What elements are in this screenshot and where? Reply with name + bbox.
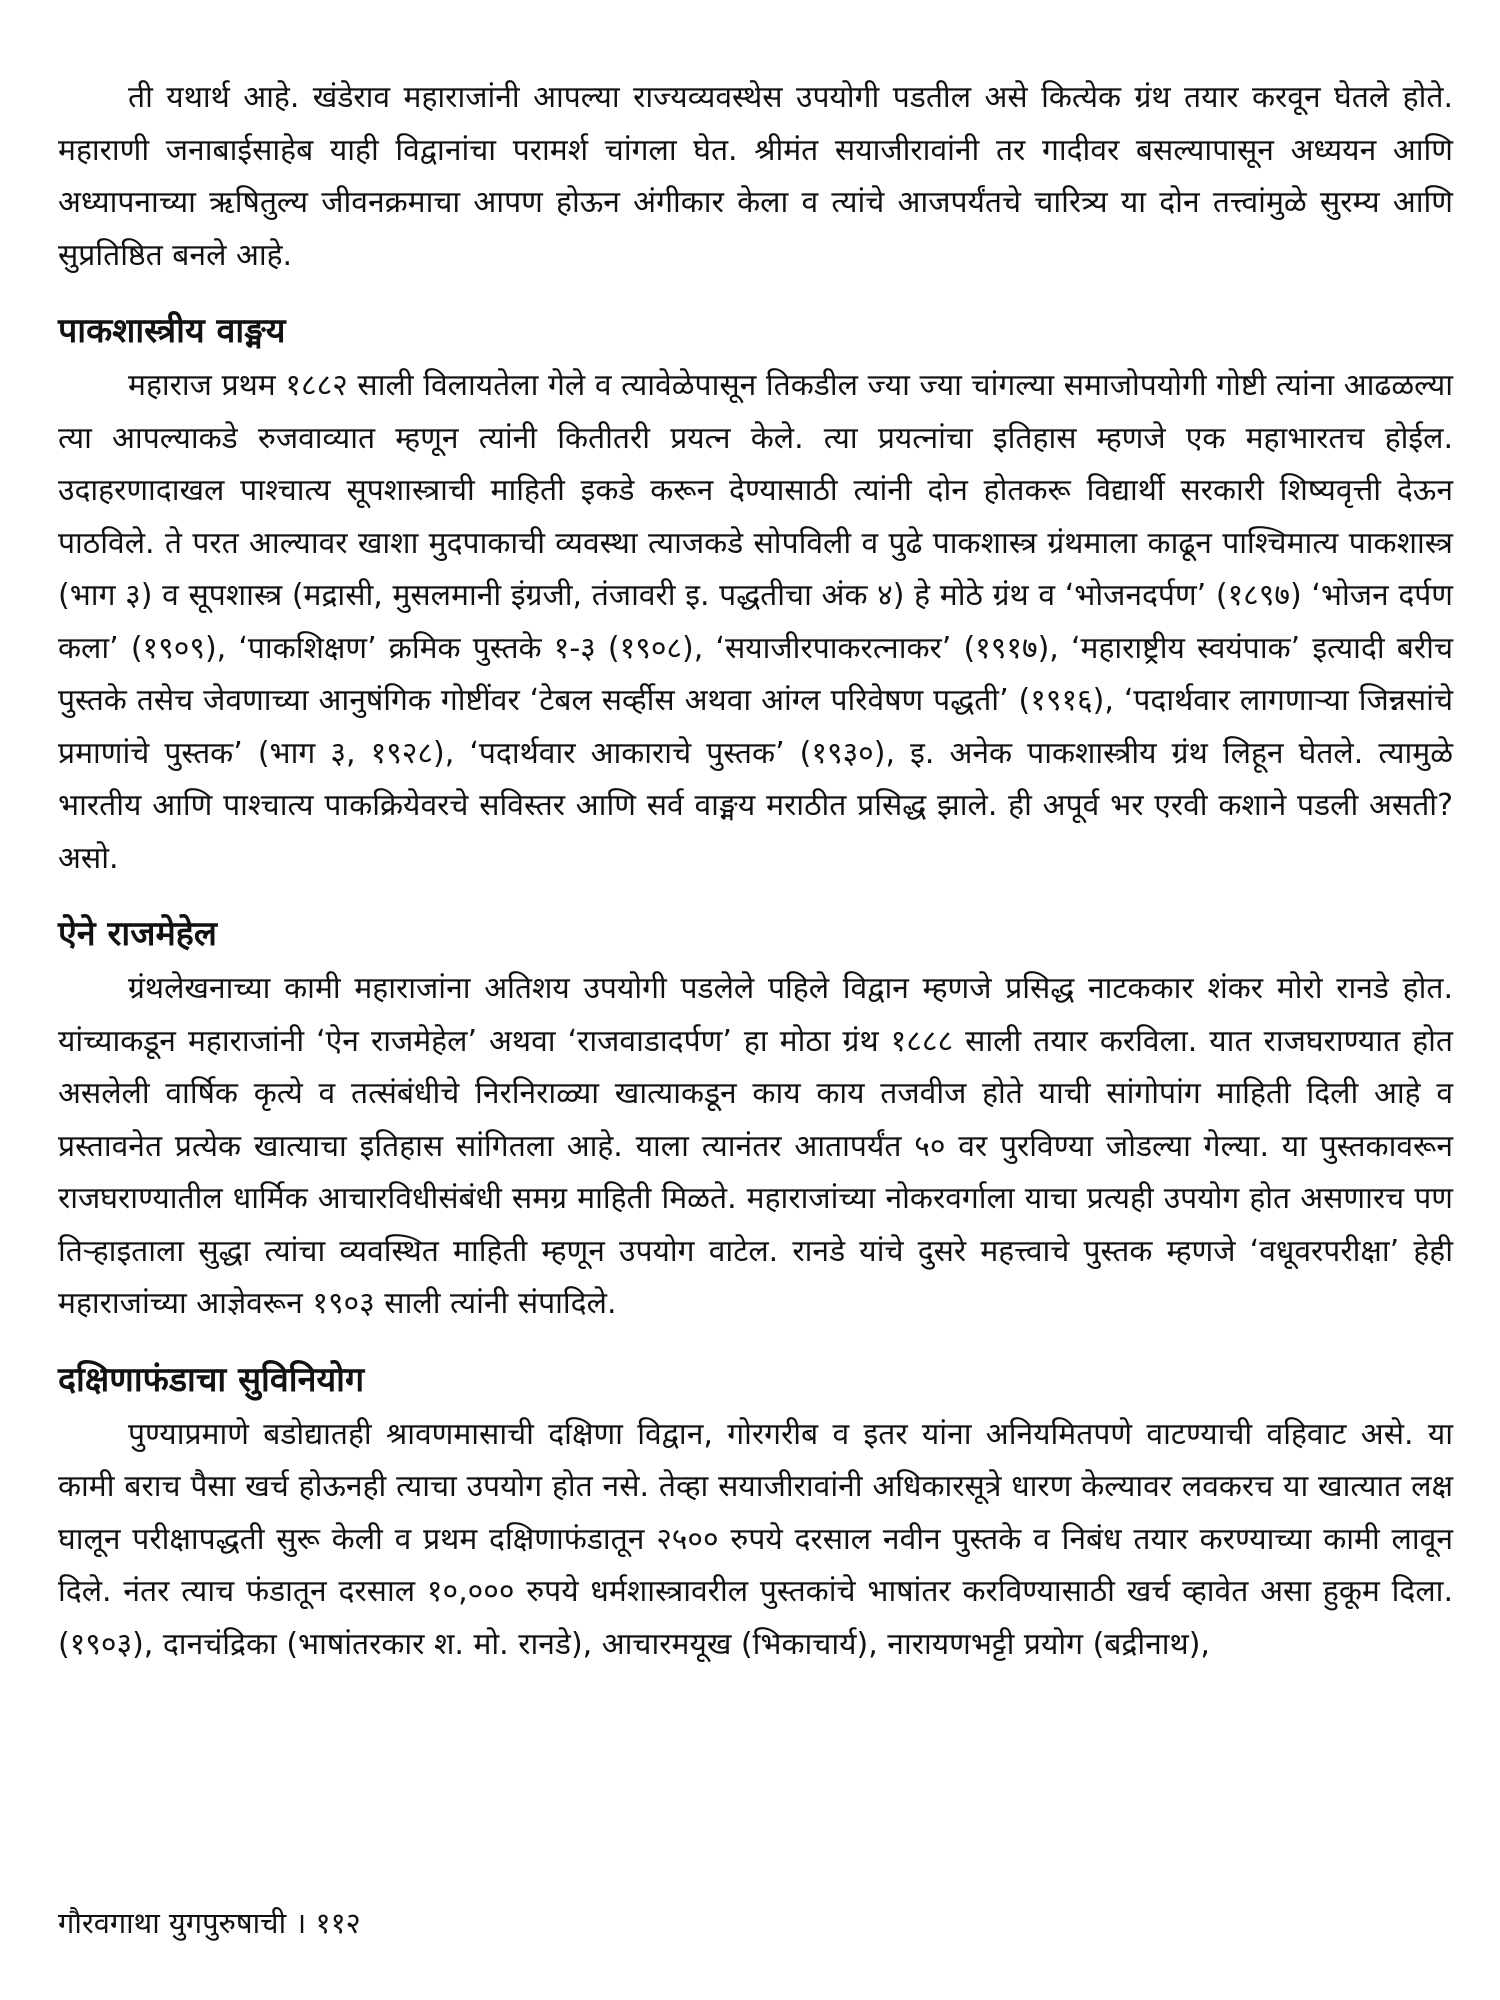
section-body-cookery-literature: महाराज प्रथम १८८२ साली विलायतेला गेले व त्यावेळेपासून तिकडील ज्या ज्या चांगल्या समाजोपयोगी गोष्टी त्यांना आढळल्या त्या आपल्याकडे रुजवाव्यात म्हणून त्यांनी कितीतरी प्रयत्न केले. त्या प्रयत्नांचा इतिहास म्हणजे एक महाभारतच होईल. उदाहरणादाखल पाश्चात्य सूपशास्त्राची माहिती इकडे करून देण्यासाठी त्यांनी दोन होतकरू विद्यार्थी सरकारी शिष्यवृत्ती देऊन पाठविले. ते परत आल्यावर खाशा मुदपाकाची व्यवस्था त्याजकडे सोपविली व पुढे पाकशास्त्र ग्रंथमाला काढून पाश्चिमात्य पाकशास्त्र (भाग ३) व सूपशास्त्र (मद्रासी, मुसलमानी इंग्रजी, तंजावरी इ. पद्धतीचा अंक ४) हे मोठे ग्रंथ व ‘भोजनदर्पण’ (१८९७) ‘भोजन दर्पण कला’ (१९०९), ‘पाकशिक्षण’ क्रमिक पुस्तके १-३ (१९०८), ‘सयाजीरपाकरत्नाकर’ (१९१७), ‘महाराष्ट्रीय स्वयंपाक’ इत्यादी बरीच पुस्तके तसेच जेवणाच्या आनुषंगिक गोष्टींवर ‘टेबल सर्व्हीस अथवा आंग्ल परिवेषण पद्धती’ (१९१६), ‘पदार्थवार लागणाऱ्या जिन्नसांचे प्रमाणांचे पुस्तक’ (भाग ३, १९२८), ‘पदार्थवार आकाराचे पुस्तक’ (१९३०), इ. अनेक पाकशास्त्रीय ग्रंथ लिहून घेतले. त्यामुळे भारतीय आणि पाश्चात्य पाकक्रियेवरचे सविस्तर आणि सर्व वाङ्मय मराठीत प्रसिद्ध झाले. ही अपूर्व भर एरवी कशाने पडली असती? असो. [58, 368, 1453, 876]
section-heading-aine-rajmehel: ऐने राजमेहेल [58, 914, 217, 954]
section-heading-dakshina-fund: दक्षिणाफंडाचा सुविनियोग [58, 1359, 365, 1400]
section-body-aine-rajmehel: ग्रंथलेखनाच्या कामी महाराजांना अतिशय उपयोगी पडलेले पहिले विद्वान म्हणजे प्रसिद्ध नाटककार शंकर मोरो रानडे होत. यांच्याकडून महाराजांनी ‘ऐन राजमेहेल’ अथवा ‘राजवाडादर्पण’ हा मोठा ग्रंथ १८८८ साली तयार करविला. यात राजघराण्यात होत असलेली वार्षिक कृत्ये व तत्संबंधीचे निरनिराळ्या खात्याकडून काय काय तजवीज होते याची सांगोपांग माहिती दिली आहे व प्रस्तावनेत प्रत्येक खात्याचा इतिहास सांगितला आहे. याला त्यानंतर आतापर्यंत ५० वर पुरविण्या जोडल्या गेल्या. या पुस्तकावरून राजघराण्यातील धार्मिक आचारविधीसंबंधी समग्र माहिती मिळते. महाराजांच्या नोकरवर्गाला याचा प्रत्यही उपयोग होत असणारच पण तिऱ्हाइताला सुद्धा त्यांचा व्यवस्थित माहिती म्हणून उपयोग वाटेल. रानडे यांचे दुसरे महत्त्वाचे पुस्तक म्हणजे ‘वधूवरपरीक्षा’ हेही महाराजांच्या आज्ञेवरून १९०३ साली त्यांनी संपादिले. [58, 971, 1453, 1321]
section-body-dakshina-fund: पुण्याप्रमाणे बडोद्यातही श्रावणमासाची दक्षिणा विद्वान, गोरगरीब व इतर यांना अनियमितपणे वाटण्याची वहिवाट असे. या कामी बराच पैसा खर्च होऊनही त्याचा उपयोग होत नसे. तेव्हा सयाजीरावांनी अधिकारसूत्रे धारण केल्यावर लवकरच या खात्यात लक्ष घालून परीक्षापद्धती सुरू केली व प्रथम दक्षिणाफंडातून २५०० रुपये दरसाल नवीन पुस्तके व निबंध तयार करण्याच्या कामी लावून दिले. नंतर त्याच फंडातून दरसाल १०,००० रुपये धर्मशास्त्रावरील पुस्तकांचे भाषांतर करविण्यासाठी खर्च व्हावेत असा हुकूम दिला. (१९०३), दानचंद्रिका (भाषांतरकार श. मो. रानडे), आचारमयूख (भिकाचार्य), नारायणभट्टी प्रयोग (बद्रीनाथ), [58, 1416, 1453, 1662]
page-footer: गौरवगाथा युगपुरुषाची । ११२ [58, 1906, 361, 1940]
page-content [58, 72, 1453, 1671]
section-heading-cookery-literature: पाकशास्त्रीय वाङ्मय [58, 311, 286, 351]
intro-paragraph: ती यथार्थ आहे. खंडेराव महाराजांनी आपल्या राज्यव्यवस्थेस उपयोगी पडतील असे कित्येक ग्रंथ तयार करवून घेतले होते. महाराणी जनाबाईसाहेब याही विद्वानांचा परामर्श चांगला घेत. श्रीमंत सयाजीरावांनी तर गादीवर बसल्यापासून अध्ययन आणि अध्यापनाच्या ऋषितुल्य जीवनक्रमाचा आपण होऊन अंगीकार केला व त्यांचे आजपर्यंतचे चारित्र्य या दोन तत्त्वांमुळे सुरम्य आणि सुप्रतिष्ठित बनले आहे. [58, 80, 1453, 273]
